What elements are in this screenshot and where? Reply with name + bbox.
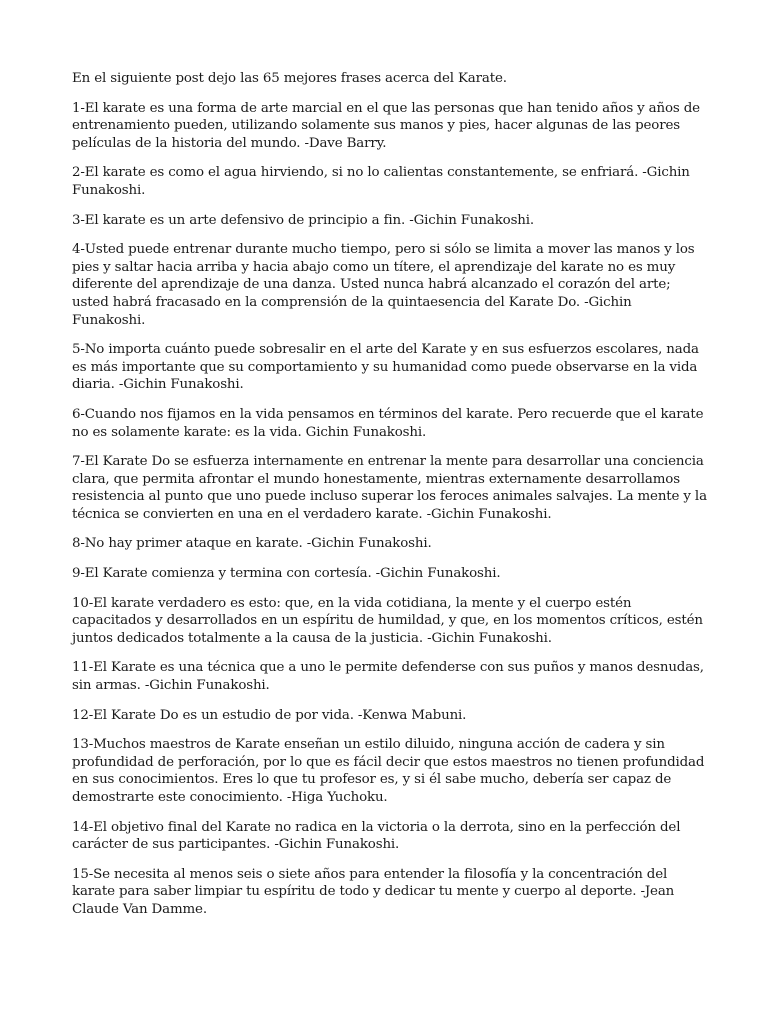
quote-paragraph: 13-Muchos maestros de Karate enseñan un estilo diluido, ninguna acción de cadera y sin profundidad de perforación, por lo que es fácil decir que estos maestros no tienen profundidad en sus conocimientos. Eres lo que tu profesor es, y si él sabe mucho, debería ser capaz de demostrarte este conocimiento. -Higa Yuchoku.: [72, 737, 705, 805]
quote-paragraph: 2-El karate es como el agua hirviendo, si no lo calientas constantemente, se enfriará. -Gichin Funakoshi.: [72, 165, 690, 198]
quote-paragraph: 4-Usted puede entrenar durante mucho tiempo, pero si sólo se limita a mover las manos y los pies y saltar hacia arriba y hacia abajo como un títere, el aprendizaje del karate no es muy diferente del aprendizaje de una danza. Usted nunca habrá alcanzado el corazón del arte; usted habrá fracasado en la comprensión de la quintaesencia del Karate Do. -Gichin Funakoshi.: [72, 242, 695, 328]
quote-paragraph: 14-El objetivo final del Karate no radica en la victoria o la derrota, sino en la perfección del carácter de sus participantes. -Gichin Funakoshi.: [72, 819, 681, 853]
quote-paragraph: 12-El Karate Do es un estudio de por vida. -Kenwa Mabuni.: [72, 707, 467, 723]
quote-paragraph: 9-El Karate comienza y termina con cortesía. -Gichin Funakoshi.: [72, 566, 501, 582]
quote-paragraph: 11-El Karate es una técnica que a uno le permite defenderse con sus puños y manos desnudas, sin armas. -Gichin Funakoshi.: [72, 660, 704, 694]
quote-paragraph: 1-El karate es una forma de arte marcial en el que las personas que han tenido años y años de entrenamiento pueden, utilizando solamente sus manos y pies, hacer algunas de las peores películas de la historia del mundo. -Dave Barry.: [72, 100, 700, 151]
document-body: [72, 70, 708, 931]
intro-paragraph: En el siguiente post dejo las 65 mejores frases acerca del Karate.: [72, 71, 507, 86]
quote-paragraph: 3-El karate es un arte defensivo de principio a fin. -Gichin Funakoshi.: [72, 212, 535, 228]
quote-paragraph: 7-El Karate Do se esfuerza internamente en entrenar la mente para desarrollar una conciencia clara, que permita afrontar el mundo honestamente, mientras externamente desarrollamos resistencia al punto que uno puede incluso superar los feroces animales salvajes. La mente y la técnica se convierten en una en el verdadero karate. -Gichin Funakoshi.: [72, 454, 707, 522]
quote-paragraph: 5-No importa cuánto puede sobresalir en el arte del Karate y en sus esfuerzos escolares, nada es más importante que su comportamiento y su humanidad como puede observarse en la vida diaria. -Gichin Funakoshi.: [72, 342, 699, 393]
quote-paragraph: 15-Se necesita al menos seis o siete años para entender la filosofía y la concentración del karate para saber limpiar tu espíritu de todo y dedicar tu mente y cuerpo al deporte. -Jean Claude Van Damme.: [72, 866, 675, 917]
quote-paragraph: 10-El karate verdadero es esto: que, en la vida cotidiana, la mente y el cuerpo estén capacitados y desarrollados en un espíritu de humildad, y que, en los momentos críticos, estén juntos dedicados totalmente a la causa de la justicia. -Gichin Funakoshi.: [72, 595, 703, 646]
quote-paragraph: 6-Cuando nos fijamos en la vida pensamos en términos del karate. Pero recuerde que el karate no es solamente karate: es la vida. Gichin Funakoshi.: [72, 406, 704, 440]
quote-paragraph: 8-No hay primer ataque en karate. -Gichin Funakoshi.: [72, 536, 432, 552]
